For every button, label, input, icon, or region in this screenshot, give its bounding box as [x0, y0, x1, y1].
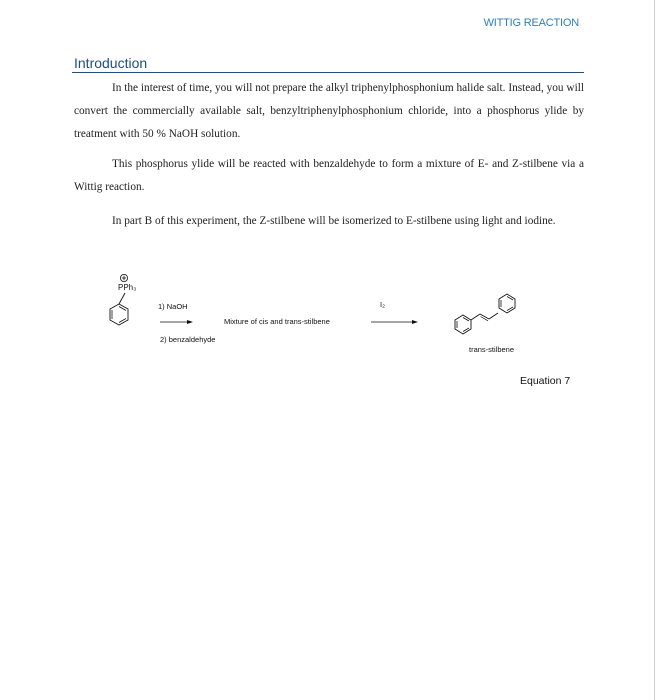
paragraph-ylide-text: This phosphorus ylide will be reacted with benzaldehyde to form a mixture of E- and Z-stilbene via a Wittig reaction. — [74, 158, 584, 193]
benzene-ring-icon — [110, 304, 128, 325]
paragraph-ylide — [74, 153, 584, 199]
trans-stilbene-structure-icon — [455, 294, 515, 334]
paragraph-isomerization — [74, 210, 584, 233]
paragraph-intro-text: In the interest of time, you will not prepare the alkyl triphenylphosphonium halide salt. Instead, you will convert the commercially available salt, benzyltriphenylphosphonium chloride, into a phosphorus ylide by treatment with 50 % NaOH solution. — [74, 82, 584, 140]
heading-underline — [72, 72, 584, 73]
page-edge-divider — [654, 0, 655, 700]
phosphonium-label: PPh₃ — [118, 283, 137, 292]
equation-number: Equation 7 — [520, 375, 571, 387]
paragraph-isomerization-text: In part B of this experiment, the Z-stilbene will be isomerized to E-stilbene using light and iodine. — [112, 215, 556, 227]
intermediate-label: Mixture of cis and trans-stilbene — [224, 317, 330, 326]
step2-label: 2) benzaldehyde — [160, 335, 216, 344]
iodine-label: I₂ — [380, 300, 385, 309]
step1-label: 1) NaOH — [158, 302, 188, 311]
product-label: trans-stilbene — [469, 345, 515, 354]
reaction-arrow-1 — [160, 320, 193, 324]
running-header: WITTIG REACTION — [483, 17, 579, 29]
benzyl-bond — [119, 293, 125, 304]
positive-charge-icon — [120, 274, 127, 281]
reaction-arrow-2 — [371, 320, 418, 324]
section-heading: Introduction — [74, 55, 148, 71]
reaction-scheme — [100, 265, 590, 395]
paragraph-intro — [74, 77, 584, 146]
